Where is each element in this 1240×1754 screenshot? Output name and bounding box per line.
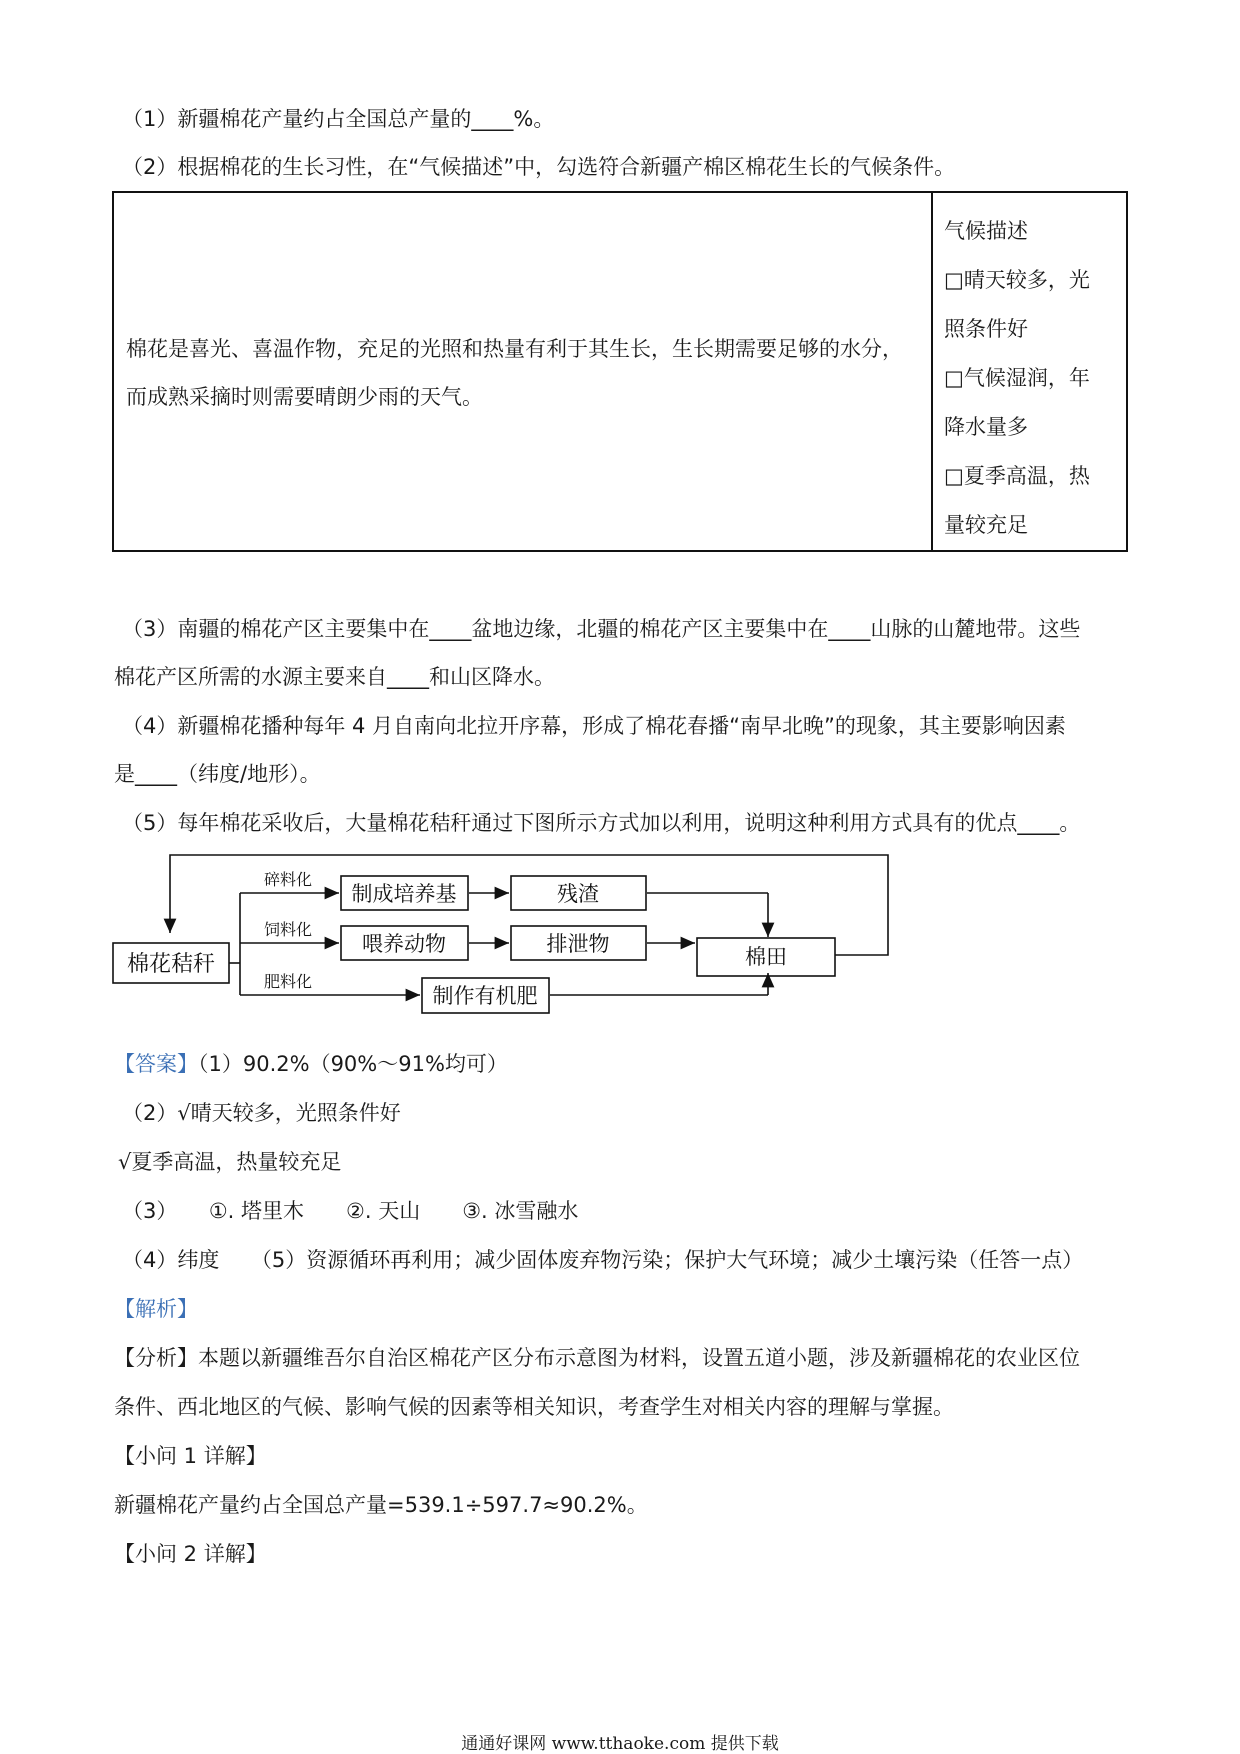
label-cotton-field: 棉田 [745, 945, 787, 969]
label-straw: 棉花秸秆 [126, 952, 216, 977]
label-culture-medium: 制成培养基 [351, 882, 457, 906]
answer-line-1 [114, 1052, 508, 1077]
sub-question-1-title: 【小问 1 详解】 [114, 1444, 267, 1468]
table-divider [931, 193, 933, 550]
question-4-line-1: （4）新疆棉花播种每年 4 月自南向北拉开序幕，形成了棉花春播“南早北晚”的现象，其主要影响因素 [122, 714, 1066, 738]
question-1: （1）新疆棉花产量约占全国总产量的____%。 [122, 107, 555, 131]
question-5: （5）每年棉花采收后，大量棉花秸秆通过下图所示方式加以利用，说明这种利用方式具有的优点____。 [122, 811, 1081, 835]
climate-header: 气候描述 [944, 219, 1028, 243]
page-footer: 通通好课网 www.tthaoke.com 提供下载 [461, 1734, 779, 1754]
label-branch-feed: 饲料化 [263, 920, 313, 939]
label-residue: 残渣 [557, 882, 599, 906]
climate-options [944, 207, 1119, 550]
table-left-text: 棉花是喜光、喜温作物，充足的光照和热量有利于其生长，生长期需要足够的水分，而成熟采摘时则需要晴朗少雨的天气。 [126, 337, 903, 409]
answer-2-line-2: √夏季高温，热量较充足 [118, 1150, 342, 1174]
question-4-line-2: 是____（纬度/地形）。 [114, 762, 321, 786]
question-3-line-2: 棉花产区所需的水源主要来自____和山区降水。 [114, 665, 555, 689]
climate-line: 量较充足 [944, 513, 1028, 537]
analysis-line-1: 【分析】本题以新疆维吾尔自治区棉花产区分布示意图为材料，设置五道小题，涉及新疆棉花的农业区位 [114, 1346, 1080, 1370]
straw-flow-diagram [0, 845, 1240, 1045]
answer-2-line-1: （2）√晴天较多，光照条件好 [122, 1101, 401, 1125]
analysis-label: 【解析】 [114, 1297, 198, 1321]
label-excrement: 排泄物 [546, 932, 610, 956]
climate-line: 照条件好 [944, 317, 1028, 341]
analysis-line-2: 条件、西北地区的气候、影响气候的因素等相关知识，考查学生对相关内容的理解与掌握。 [114, 1395, 954, 1419]
label-organic-fertilizer: 制作有机肥 [432, 984, 538, 1008]
label-branch-crush: 碎料化 [263, 870, 313, 889]
climate-line: 降水量多 [944, 415, 1028, 439]
climate-line: □晴天较多，光 [944, 268, 1090, 292]
answer-3: （3） ①. 塔里木 ②. 天山 ③. 冰雪融水 [122, 1199, 579, 1223]
climate-line: □气候湿润，年 [944, 366, 1090, 390]
answer-1: （1）90.2%（90%～91%均可） [198, 1052, 508, 1076]
label-feed-animals: 喂养动物 [362, 932, 446, 956]
answer-4-5: （4）纬度 （5）资源循环再利用；减少固体废弃物污染；保护大气环境；减少土壤污染（任答一点） [122, 1248, 1084, 1272]
sub-question-1-text: 新疆棉花产量约占全国总产量=539.1÷597.7≈90.2%。 [114, 1493, 648, 1517]
question-2: （2）根据棉花的生长习性，在“气候描述”中，勾选符合新疆产棉区棉花生长的气候条件。 [122, 155, 956, 179]
label-branch-fertilize: 肥料化 [263, 972, 313, 991]
sub-question-2-title: 【小问 2 详解】 [114, 1542, 267, 1566]
climate-table [112, 191, 1128, 552]
climate-line: □夏季高温，热 [944, 464, 1090, 488]
question-3-line-1: （3）南疆的棉花产区主要集中在____盆地边缘，北疆的棉花产区主要集中在____山脉的山麓地带。这些 [122, 617, 1081, 641]
answer-label: 【答案】 [114, 1052, 198, 1076]
